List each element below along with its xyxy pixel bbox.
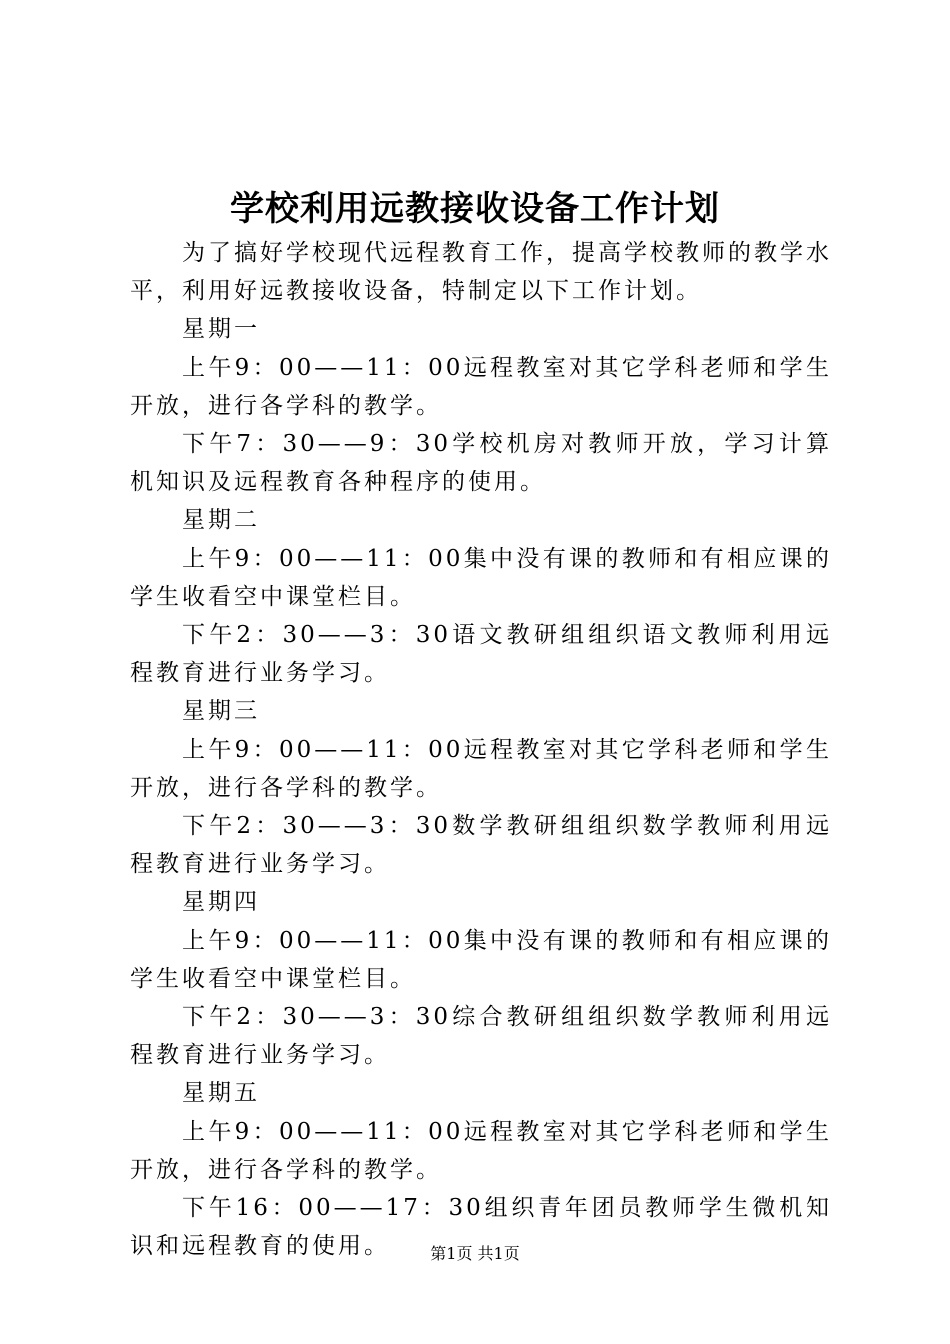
schedule-item: 下午16：00——17：30组织青年团员教师学生微机知识和远程教育的使用。 [130,1195,832,1260]
day-heading-wednesday: 星期三 [182,698,260,725]
intro-paragraph: 为了搞好学校现代远程教育工作，提高学校教师的教学水平，利用好远教接收设备，特制定以下工作计划。 [130,240,832,305]
document-body [130,234,832,1265]
day-heading-tuesday: 星期二 [182,507,260,534]
document-title: 学校利用远教接收设备工作计划 [230,189,720,229]
schedule-item: 下午2：30——3：30数学教研组组织数学教师利用远程教育进行业务学习。 [130,813,832,878]
schedule-item: 下午2：30——3：30综合教研组组织数学教师利用远程教育进行业务学习。 [130,1004,832,1069]
schedule-item: 上午9：00——11：00远程教室对其它学科老师和学生开放，进行各学科的教学。 [130,736,832,801]
day-heading-thursday: 星期四 [182,889,260,916]
schedule-item: 下午2：30——3：30语文教研组组织语文教师利用远程教育进行业务学习。 [130,622,832,687]
schedule-item: 上午9：00——11：00集中没有课的教师和有相应课的学生收看空中课堂栏目。 [130,927,832,992]
schedule-item: 下午7：30——9：30学校机房对教师开放，学习计算机知识及远程教育各种程序的使用。 [130,431,832,496]
day-heading-friday: 星期五 [182,1080,260,1107]
schedule-item: 上午9：00——11：00远程教室对其它学科老师和学生开放，进行各学科的教学。 [130,354,832,419]
page-footer: 第1页 共1页 [430,1244,520,1263]
schedule-item: 上午9：00——11：00集中没有课的教师和有相应课的学生收看空中课堂栏目。 [130,545,832,610]
day-heading-monday: 星期一 [182,316,260,343]
schedule-item: 上午9：00——11：00远程教室对其它学科老师和学生开放，进行各学科的教学。 [130,1118,832,1183]
